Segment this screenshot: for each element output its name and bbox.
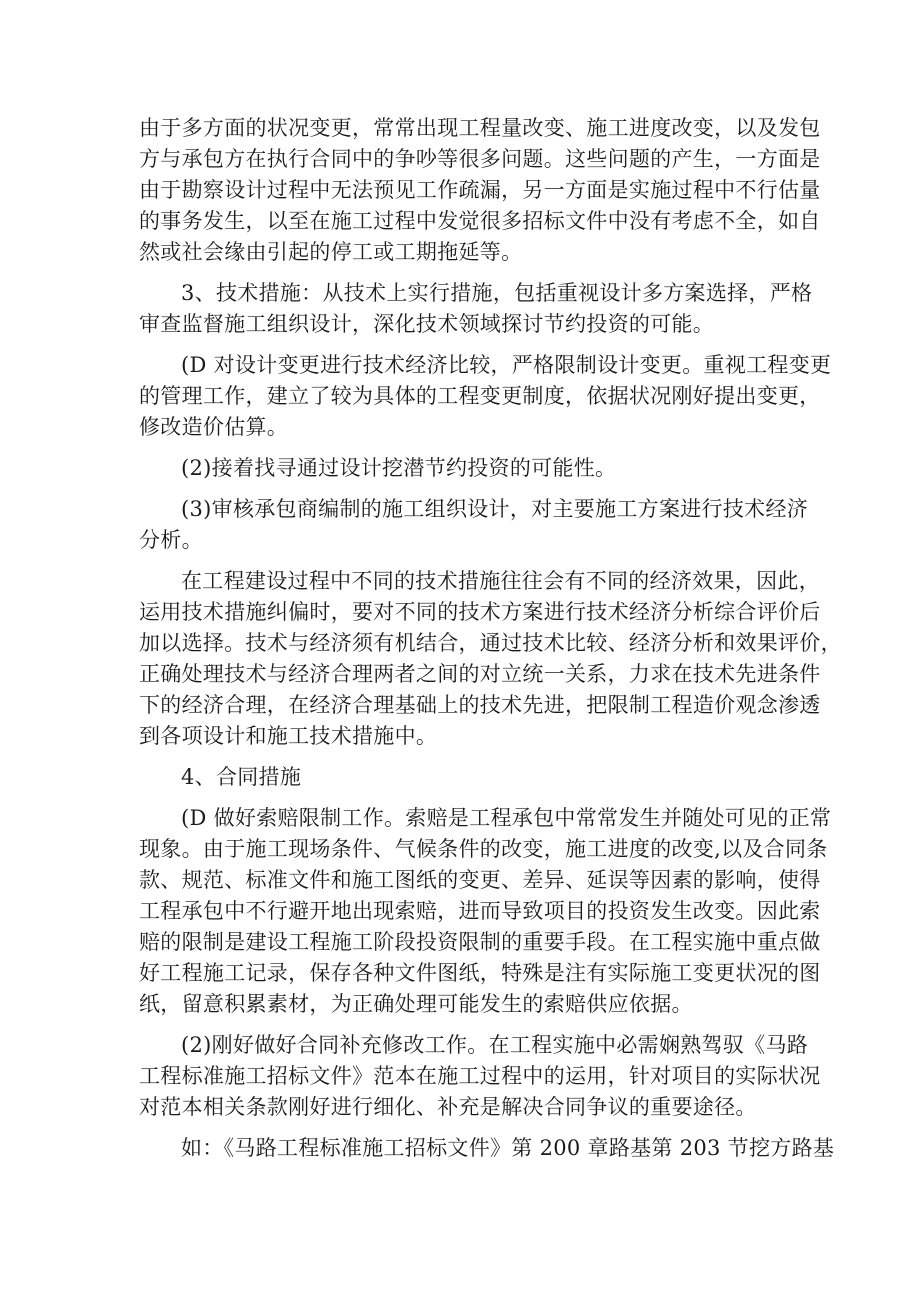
paragraph-line: 在工程建设过程中不同的技术措施往往会有不同的经济效果，因此， <box>181 569 820 593</box>
paragraph-line: 下的经济合理，在经济合理基础上的技术先进，把限制工程造价观念渗透 <box>139 693 821 717</box>
paragraph <box>139 350 832 443</box>
paragraph-line: (3)审核承包商编制的施工组织设计，对主要施工方案进行技术经济 <box>181 497 809 521</box>
paragraph-line: (2)刚好做好合同补充修改工作。在工程实施中必需娴熟驾驭《马路 <box>181 1033 809 1057</box>
paragraph-line: 方与承包方在执行合同中的争吵等很多问题。这些问题的产生，一方面是 <box>139 147 821 171</box>
paragraph <box>139 803 832 1020</box>
paragraph-line: 3、技术措施：从技术上实行措施，包括重视设计多方案选择，严格 <box>181 281 813 305</box>
paragraph-line: 然或社会缘由引起的停工或工期拖延等。 <box>139 240 523 264</box>
paragraph-line: 由于多方面的状况变更，常常出现工程量改变、施工进度改变，以及发包 <box>139 116 821 140</box>
paragraph <box>139 113 821 268</box>
paragraph-line: (D 对设计变更进行技术经济比较，严格限制设计变更。重视工程变更 <box>181 353 832 377</box>
paragraph-line: 好工程施工记录，保存各种文件图纸，特殊是注有实际施工变更状况的图 <box>139 961 821 985</box>
paragraph-line: 工程承包中不行避开地出现索赔，进而导致项目的投资发生改变。因此索 <box>139 899 821 923</box>
paragraph-line: 正确处理技术与经济合理两者之间的对立统一关系，力求在技术先进条件 <box>139 662 821 686</box>
paragraph-line: 由于勘察设计过程中无法预见工作疏漏，另一方面是实施过程中不行估量 <box>139 178 821 202</box>
paragraph-line: 赔的限制是建设工程施工阶段投资限制的重要手段。在工程实施中重点做 <box>139 930 821 954</box>
paragraph-line: 工程标准施工招标文件》范本在施工过程中的运用，针对项目的实际状况 <box>139 1064 821 1088</box>
paragraph <box>139 494 809 556</box>
paragraph-line: 分析。 <box>139 528 203 552</box>
paragraph-line: 审查监督施工组织设计，深化技术领域探讨节约投资的可能。 <box>139 312 715 336</box>
paragraph-line: 款、规范、标准文件和施工图纸的变更、差异、延误等因素的影响，使得 <box>139 868 821 892</box>
document-body <box>139 113 842 1174</box>
paragraph-line: 加以选择。技术与经济须有机结合，通过技术比较、经济分析和效果评价， <box>139 631 842 655</box>
paragraph <box>139 453 789 484</box>
paragraph-line: 的管理工作，建立了较为具体的工程变更制度，依据状况刚好提出变更， <box>139 384 821 408</box>
paragraph <box>139 1133 835 1164</box>
paragraph <box>139 566 842 752</box>
paragraph-line: (D 做好索赔限制工作。索赔是工程承包中常常发生并随处可见的正常 <box>181 806 832 830</box>
paragraph-line: 对范本相关条款刚好进行细化、补充是解决合同争议的重要途径。 <box>139 1095 757 1119</box>
paragraph-line: 如：《马路工程标准施工招标文件》第 200 章路基第 203 节挖方路基 <box>181 1136 835 1160</box>
paragraph-line: 现象。由于施工现场条件、气候条件的改变，施工进度的改变,以及合同条 <box>139 837 828 861</box>
paragraph-line: (2)接着找寻通过设计挖潜节约投资的可能性。 <box>181 456 617 480</box>
paragraph-line: 修改造价估算。 <box>139 415 289 439</box>
paragraph-line: 运用技术措施纠偏时，要对不同的技术方案进行技术经济分析综合评价后 <box>139 600 821 624</box>
paragraph <box>139 278 813 340</box>
paragraph-line: 4、合同措施 <box>181 765 302 789</box>
paragraph-line: 到各项设计和施工技术措施中。 <box>139 724 438 748</box>
paragraph <box>139 762 789 793</box>
paragraph-line: 的事务发生，以至在施工过程中发觉很多招标文件中没有考虑不全，如自 <box>139 209 821 233</box>
paragraph-line: 纸，留意积累素材，为正确处理可能发生的索赔供应依据。 <box>139 992 693 1016</box>
paragraph <box>139 1030 821 1123</box>
